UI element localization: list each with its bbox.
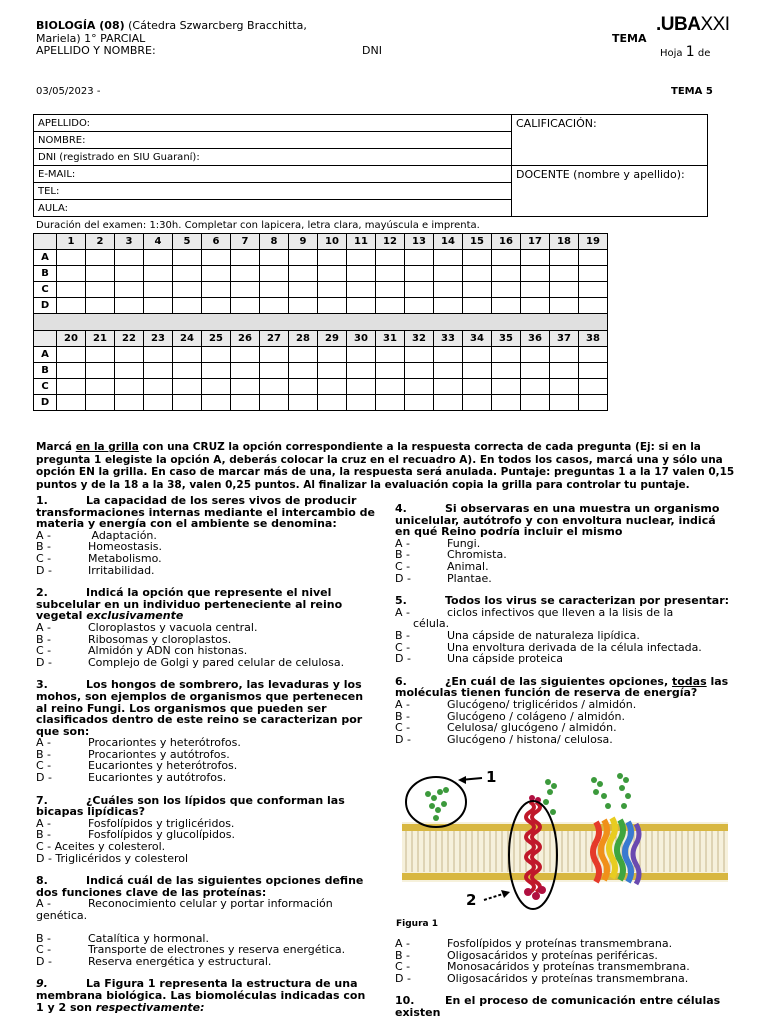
grid-answer-cell[interactable] (579, 298, 608, 314)
oligosaccharide-1 (425, 787, 449, 821)
grid-question-number: 21 (86, 331, 115, 347)
grid-answer-cell[interactable] (260, 282, 289, 298)
grid-answer-cell[interactable] (521, 347, 550, 363)
grid-answer-cell[interactable] (434, 250, 463, 266)
grid-answer-cell[interactable] (405, 266, 434, 282)
q2-option-b: B - Ribosomas y cloroplastos. (36, 632, 232, 646)
grid-answer-cell[interactable] (550, 395, 579, 411)
grid-answer-cell[interactable] (318, 250, 347, 266)
grid-answer-cell[interactable] (57, 395, 86, 411)
grid-answer-cell[interactable] (260, 347, 289, 363)
grid-answer-cell[interactable] (347, 395, 376, 411)
tema-label: TEMA (612, 32, 647, 45)
grid-question-number: 7 (231, 234, 260, 250)
phospholipid-heads-top (402, 824, 728, 831)
grid-answer-cell[interactable] (86, 395, 115, 411)
grid-question-number: 20 (57, 331, 86, 347)
grid-answer-cell[interactable] (579, 347, 608, 363)
grid-question-number: 1 (57, 234, 86, 250)
multicolor-transmembrane-protein (593, 818, 639, 884)
grid-answer-cell[interactable] (115, 347, 144, 363)
grid-answer-cell[interactable] (318, 347, 347, 363)
grid-answer-row (34, 250, 608, 266)
dni-label: DNI (362, 44, 382, 57)
q6-option-a: A - Glucógeno/ triglicéridos / almidón. (395, 697, 637, 711)
grid-question-number: 28 (289, 331, 318, 347)
grid-answer-cell[interactable] (376, 347, 405, 363)
student-info-table (33, 114, 708, 217)
grid-question-number: 6 (202, 234, 231, 250)
q1-option-c: C - Metabolismo. (36, 551, 162, 565)
grid-answer-cell[interactable] (492, 282, 521, 298)
grid-answer-cell[interactable] (231, 266, 260, 282)
grid-question-number: 8 (260, 234, 289, 250)
q4-option-d: D - Plantae. (395, 571, 492, 585)
grid-question-number: 30 (347, 331, 376, 347)
q3-option-c: C - Eucariontes y heterótrofos. (36, 759, 238, 773)
grid-answer-row (34, 347, 608, 363)
question-8: 8. Indicá cuál de las siguientes opciones define dos funciones clave de las proteínas: A - Reconocimiento celular y portar información genética. B - Catalítica y hormonal. C - Transporte de electrones y reserva energética. D - Reserva energética y estructural. (36, 875, 376, 967)
field-docente[interactable]: DOCENTE (nombre y apellido): (512, 166, 708, 217)
grid-answer-cell[interactable] (521, 266, 550, 282)
grid-answer-cell[interactable] (57, 363, 86, 379)
grid-question-number: 2 (86, 234, 115, 250)
q8-option-c: C - Transporte de electrones y reserva energética. (36, 943, 346, 957)
q1-option-b: B - Homeostasis. (36, 540, 163, 554)
q9-option-d: D - Oligosacáridos y proteínas transmembrana. (395, 971, 689, 985)
grid-answer-cell[interactable] (202, 266, 231, 282)
q5-option-a-cont: célula. (413, 617, 450, 631)
q7-option-a: A - Fosfolípidos y triglicéridos. (36, 816, 235, 830)
grid-question-number: 11 (347, 234, 376, 250)
grid-question-number: 26 (231, 331, 260, 347)
oligosaccharide-right (591, 773, 631, 809)
q9-option-c: C - Monosacáridos y proteínas transmembrana. (395, 960, 690, 974)
grid-answer-cell[interactable] (260, 395, 289, 411)
q8-option-a: A - Reconocimiento celular y portar información (36, 897, 333, 911)
grid-answer-cell[interactable] (550, 298, 579, 314)
grid-answer-cell[interactable] (289, 347, 318, 363)
grid-answer-cell[interactable] (463, 282, 492, 298)
grid-answer-cell[interactable] (492, 363, 521, 379)
tema-number: TEMA 5 (671, 86, 713, 97)
grid-question-number: 36 (521, 331, 550, 347)
grid-answer-row (34, 379, 608, 395)
grid-answer-cell[interactable] (260, 363, 289, 379)
q8-option-a-cont: genética. (36, 909, 88, 922)
grid-question-number: 24 (173, 331, 202, 347)
grid-answer-cell[interactable] (376, 282, 405, 298)
grid-row-label: B (34, 363, 57, 379)
grid-answer-cell[interactable] (144, 298, 173, 314)
q2-option-d: D - Complejo de Golgi y pared celular de celulosa. (36, 655, 345, 669)
grid-answer-cell[interactable] (492, 379, 521, 395)
q7-option-d: D - Triglicéridos y colesterol (36, 851, 189, 865)
grid-answer-cell[interactable] (144, 363, 173, 379)
grid-answer-cell[interactable] (144, 266, 173, 282)
grid-answer-cell[interactable] (492, 347, 521, 363)
q2-option-a: A - Cloroplastos y vacuola central. (36, 620, 258, 634)
questions-left-column (36, 495, 376, 1013)
grid-answer-cell[interactable] (463, 266, 492, 282)
grid-answer-cell[interactable] (115, 282, 144, 298)
grid-answer-cell[interactable] (260, 379, 289, 395)
grid-answer-cell[interactable] (144, 395, 173, 411)
grid-answer-cell[interactable] (115, 379, 144, 395)
q4-option-b: B - Chromista. (395, 548, 507, 562)
membrane-figure (398, 762, 730, 912)
grid-answer-cell[interactable] (289, 266, 318, 282)
grid-answer-cell[interactable] (260, 266, 289, 282)
grid-answer-cell[interactable] (86, 266, 115, 282)
question-9-options (395, 938, 731, 1019)
field-aula[interactable]: AULA: (34, 200, 512, 217)
question-7: 7. ¿Cuáles son los lípidos que conforman las bicapas lipídicas? A - Fosfolípidos y triglicéridos. B - Fosfolípidos y glucolípidos. C - Aceites y colesterol. D - Triglicéridos y colesterol (36, 795, 376, 865)
grid-answer-cell[interactable] (202, 250, 231, 266)
grid-question-number: 29 (318, 331, 347, 347)
grid-answer-cell[interactable] (173, 395, 202, 411)
q8-option-d: D - Reserva energética y estructural. (36, 954, 272, 968)
grid-answer-cell[interactable] (173, 282, 202, 298)
grid-answer-cell[interactable] (115, 363, 144, 379)
grid-answer-cell[interactable] (405, 282, 434, 298)
grid-answer-cell[interactable] (347, 298, 376, 314)
grid-answer-cell[interactable] (347, 282, 376, 298)
grid-answer-cell[interactable] (173, 266, 202, 282)
grid-question-number: 18 (550, 234, 579, 250)
grid-answer-cell[interactable] (521, 282, 550, 298)
uba-logo: .UBAXXI (656, 14, 730, 35)
grid-question-number: 32 (405, 331, 434, 347)
grid-row-label: D (34, 395, 57, 411)
grid-answer-cell[interactable] (86, 298, 115, 314)
grid-question-number: 15 (463, 234, 492, 250)
grid-answer-row (34, 363, 608, 379)
q1-option-d: D - Irritabilidad. (36, 563, 155, 577)
grid-answer-cell[interactable] (434, 363, 463, 379)
grid-answer-cell[interactable] (318, 395, 347, 411)
grid-question-number: 22 (115, 331, 144, 347)
grid-answer-cell[interactable] (492, 298, 521, 314)
grid-answer-cell[interactable] (289, 282, 318, 298)
grid-question-number: 37 (550, 331, 579, 347)
q1-option-a: A - Adaptación. (36, 528, 157, 542)
grid-answer-cell[interactable] (376, 395, 405, 411)
grid-answer-cell[interactable] (463, 298, 492, 314)
grid-corner (34, 331, 57, 347)
grid-answer-cell[interactable] (521, 250, 550, 266)
grid-answer-cell[interactable] (579, 379, 608, 395)
grid-row-label: A (34, 250, 57, 266)
grid-answer-cell[interactable] (521, 379, 550, 395)
grid-answer-cell[interactable] (86, 250, 115, 266)
grid-answer-cell[interactable] (376, 379, 405, 395)
grid-question-number: 34 (463, 331, 492, 347)
grid-answer-cell[interactable] (173, 298, 202, 314)
grid-answer-cell[interactable] (115, 395, 144, 411)
grid-answer-cell[interactable] (231, 347, 260, 363)
q5-option-b: B - Una cápside de naturaleza lipídica. (395, 628, 640, 642)
grid-answer-cell[interactable] (57, 298, 86, 314)
grid-answer-cell[interactable] (521, 363, 550, 379)
exam-date: 03/05/2023 - (36, 86, 101, 97)
grid-question-number: 14 (434, 234, 463, 250)
grid-answer-cell[interactable] (144, 379, 173, 395)
grid-row-label: C (34, 379, 57, 395)
grid-answer-cell[interactable] (318, 282, 347, 298)
grid-answer-cell[interactable] (289, 395, 318, 411)
grid-question-number: 25 (202, 331, 231, 347)
grid-question-number: 3 (115, 234, 144, 250)
grid-answer-cell[interactable] (202, 347, 231, 363)
grid-answer-cell[interactable] (231, 298, 260, 314)
grid-question-number: 13 (405, 234, 434, 250)
grid-answer-cell[interactable] (260, 298, 289, 314)
grid-question-number: 38 (579, 331, 608, 347)
grid-answer-cell[interactable] (231, 250, 260, 266)
q6-option-b: B - Glucógeno / colágeno / almidón. (395, 709, 625, 723)
field-email[interactable]: E-MAIL: (34, 166, 512, 183)
field-apellido[interactable]: APELLIDO: (34, 115, 512, 132)
course-subtitle: Mariela) 1° PARCIAL (36, 32, 146, 45)
q3-option-a: A - Procariontes y heterótrofos. (36, 736, 241, 750)
question-1: 1. La capacidad de los seres vivos de producir transformaciones internas mediante el intercambio de materia y energía con el ambiente se denomina: A - Adaptación. B - Homeostasis. C - Metabolismo. D - Irritabilidad. (36, 494, 375, 577)
grid-question-number: 17 (521, 234, 550, 250)
grid-answer-cell[interactable] (115, 298, 144, 314)
grid-question-number: 4 (144, 234, 173, 250)
grid-answer-cell[interactable] (289, 363, 318, 379)
field-tel[interactable]: TEL: (34, 183, 512, 200)
grid-answer-cell[interactable] (144, 347, 173, 363)
grid-answer-cell[interactable] (463, 395, 492, 411)
grid-answer-cell[interactable] (434, 395, 463, 411)
grid-answer-cell[interactable] (347, 363, 376, 379)
q5-option-c: C - Una envoltura derivada de la célula infectada. (395, 640, 702, 654)
grid-answer-cell[interactable] (463, 250, 492, 266)
grid-answer-cell[interactable] (550, 347, 579, 363)
grid-answer-cell[interactable] (115, 266, 144, 282)
q9-option-a: A - Fosfolípidos y proteínas transmembrana. (395, 937, 673, 950)
course-title: BIOLOGÍA (08) (Cátedra Szwarcberg Bracchitta, (36, 19, 307, 32)
grid-answer-cell[interactable] (289, 298, 318, 314)
q6-option-d: D - Glucógeno / histona/ celulosa. (395, 732, 613, 746)
grid-answer-cell[interactable] (405, 363, 434, 379)
grid-question-number: 19 (579, 234, 608, 250)
grid-answer-cell[interactable] (86, 363, 115, 379)
grid-answer-cell[interactable] (318, 266, 347, 282)
grid-answer-cell[interactable] (405, 298, 434, 314)
grid-answer-cell[interactable] (376, 250, 405, 266)
grid-answer-cell[interactable] (579, 250, 608, 266)
questions-right-column (395, 503, 731, 745)
grid-answer-cell[interactable] (57, 347, 86, 363)
grid-answer-cell[interactable] (173, 250, 202, 266)
grid-question-number: 23 (144, 331, 173, 347)
q6-option-c: C - Celulosa/ glucógeno / almidón. (395, 721, 617, 735)
question-2: 2. Indicá la opción que represente el nivel subcelular en un individuo perteneciente al reino vegetal exclusivamente A - Cloroplastos y vacuola central. B - Ribosomas y cloroplastos. C - Almidón y ADN con histonas. D - Complejo de Golgi y pared celular de celulosa. (36, 587, 376, 668)
grid-answer-cell[interactable] (86, 347, 115, 363)
name-label: APELLIDO Y NOMBRE: (36, 44, 156, 57)
figure-label-1: 1 (486, 768, 497, 786)
arrow-2-head (501, 890, 510, 898)
grid-answer-row (34, 266, 608, 282)
question-5: 5. Todos los virus se caracterizan por presentar: A - ciclos infectivos que lleven a la lisis de la célula. B - Una cápside de naturaleza lipídica. C - Una envoltura derivada de la célula infectada. D - Una cápside proteica (395, 594, 730, 666)
grid-answer-cell[interactable] (521, 298, 550, 314)
grid-answer-cell[interactable] (550, 379, 579, 395)
grid-answer-cell[interactable] (289, 250, 318, 266)
grid-answer-cell[interactable] (86, 282, 115, 298)
question-3: 3. Los hongos de sombrero, las levaduras y los mohos, son ejemplos de organismos que pertenecen al reino Fungi. Los organismos que pueden ser clasificados dentro de este reino se caracterizan por que son: A - Procariontes y heterótrofos. B - Procariontes y autótrofos. C - Eucariontes y heterótrofos. D - Eucariontes y autótrofos. (36, 679, 376, 783)
grid-answer-cell[interactable] (289, 379, 318, 395)
grid-answer-cell[interactable] (376, 363, 405, 379)
grid-answer-cell[interactable] (550, 282, 579, 298)
grid-answer-cell[interactable] (202, 379, 231, 395)
grid-answer-cell[interactable] (405, 395, 434, 411)
grid-answer-cell[interactable] (57, 282, 86, 298)
grid-answer-cell[interactable] (202, 282, 231, 298)
grid-answer-cell[interactable] (434, 266, 463, 282)
grid-answer-cell[interactable] (434, 298, 463, 314)
grid-answer-row (34, 298, 608, 314)
q9-option-b: B - Oligosacáridos y proteínas periféricas. (395, 948, 658, 962)
grid-answer-cell[interactable] (347, 347, 376, 363)
grid-question-number: 16 (492, 234, 521, 250)
grid-answer-cell[interactable] (550, 250, 579, 266)
grid-answer-cell[interactable] (202, 363, 231, 379)
grid-question-number: 12 (376, 234, 405, 250)
grid-answer-cell[interactable] (492, 395, 521, 411)
question-4: 4. Si observaras en una muestra un organismo unicelular, autótrofo y con envoltura nuclear, indicá en qué Reino podría incluir el mismo A - Fungi. B - Chromista. C - Animal. D - Plantae. (395, 503, 731, 584)
grid-answer-row (34, 395, 608, 411)
grid-answer-cell[interactable] (492, 250, 521, 266)
grid-answer-cell[interactable] (347, 250, 376, 266)
grid-question-number: 33 (434, 331, 463, 347)
grid-answer-cell[interactable] (579, 282, 608, 298)
duration-note: Duración del examen: 1:30h. Completar con lapicera, letra clara, mayúscula e imprenta. (36, 220, 480, 231)
grid-answer-cell[interactable] (231, 379, 260, 395)
q5-option-d: D - Una cápside proteica (395, 652, 563, 666)
grid-answer-cell[interactable] (231, 363, 260, 379)
field-nombre[interactable]: NOMBRE: (34, 132, 512, 149)
grid-answer-cell[interactable] (260, 250, 289, 266)
grid-answer-cell[interactable] (231, 282, 260, 298)
grid-answer-cell[interactable] (434, 282, 463, 298)
grid-answer-cell[interactable] (434, 347, 463, 363)
grid-answer-cell[interactable] (463, 347, 492, 363)
grid-answer-row (34, 282, 608, 298)
grid-answer-cell[interactable] (318, 298, 347, 314)
grid-answer-cell[interactable] (144, 250, 173, 266)
question-9: 9. La Figura 1 representa la estructura de una membrana biológica. Las biomoléculas indicadas con 1 y 2 son respectivamente: (36, 977, 366, 1014)
field-calificacion[interactable]: CALIFICACIÓN: (512, 115, 708, 166)
grid-answer-cell[interactable] (405, 347, 434, 363)
q4-option-c: C - Animal. (395, 559, 489, 573)
grid-answer-cell[interactable] (318, 363, 347, 379)
answer-grid (33, 233, 608, 411)
grid-answer-cell[interactable] (173, 379, 202, 395)
grid-row-label: C (34, 282, 57, 298)
grid-answer-cell[interactable] (405, 379, 434, 395)
grid-question-number: 5 (173, 234, 202, 250)
grid-question-number: 31 (376, 331, 405, 347)
grid-answer-cell[interactable] (231, 395, 260, 411)
q3-option-b: B - Procariontes y autótrofos. (36, 747, 230, 761)
instructions: Marcá en la grilla con una CRUZ la opción correspondiente a la respuesta correcta de cada pregunta (Ej: si en la pregunta 1 elegiste la opción A, deberás colocar la cruz en el recuadro A). En todos los casos, marcá una y sólo una opción EN la grilla. En caso de marcar más de una, la respuesta será anulada. Puntaje: preguntas 1 a la 17 valen 0,15 puntos y de la 18 a la 38, valen 0,25 puntos. Al finalizar la evaluación copia la grilla para controlar tu puntaje. (36, 441, 735, 491)
grid-answer-cell[interactable] (347, 266, 376, 282)
grid-separator (34, 314, 608, 331)
grid-answer-cell[interactable] (347, 379, 376, 395)
grid-corner (34, 234, 57, 250)
field-dni[interactable]: DNI (registrado en SIU Guaraní): (34, 149, 512, 166)
grid-answer-cell[interactable] (57, 250, 86, 266)
arrow-1-head (458, 776, 466, 784)
figure-caption: Figura 1 (396, 919, 438, 929)
grid-question-number: 27 (260, 331, 289, 347)
grid-answer-cell[interactable] (202, 395, 231, 411)
question-6: 6. ¿En cuál de las siguientes opciones, todas las moléculas tienen función de reserva de energía? A - Glucógeno/ triglicéridos / almidón. B - Glucógeno / colágeno / almidón. C - Celulosa/ glucógeno / almidón. D - Glucógeno / histona/ celulosa. (395, 676, 731, 746)
q5-option-a: A - ciclos infectivos que lleven a la lisis de la (395, 605, 674, 619)
q2-option-c: C - Almidón y ADN con histonas. (36, 644, 248, 658)
grid-answer-cell[interactable] (579, 266, 608, 282)
page-counter: Hoja 1 de (660, 44, 711, 60)
figure-label-2: 2 (466, 891, 477, 909)
grid-answer-cell[interactable] (57, 266, 86, 282)
grid-question-number: 9 (289, 234, 318, 250)
grid-answer-cell[interactable] (376, 298, 405, 314)
grid-header-row (34, 331, 608, 347)
grid-answer-cell[interactable] (550, 266, 579, 282)
grid-answer-cell[interactable] (173, 347, 202, 363)
grid-row-label: B (34, 266, 57, 282)
grid-answer-cell[interactable] (463, 379, 492, 395)
grid-separator-cell (34, 314, 608, 331)
grid-answer-cell[interactable] (376, 266, 405, 282)
grid-answer-cell[interactable] (115, 250, 144, 266)
grid-question-number: 35 (492, 331, 521, 347)
phospholipid-heads-bottom (402, 873, 728, 880)
grid-answer-cell[interactable] (173, 363, 202, 379)
grid-answer-cell[interactable] (492, 266, 521, 282)
grid-answer-cell[interactable] (434, 379, 463, 395)
grid-answer-cell[interactable] (521, 395, 550, 411)
grid-answer-cell[interactable] (202, 298, 231, 314)
grid-answer-cell[interactable] (579, 395, 608, 411)
grid-header-row (34, 234, 608, 250)
grid-answer-cell[interactable] (57, 379, 86, 395)
question-10: 10. En el proceso de comunicación entre células existen (395, 994, 721, 1019)
grid-answer-cell[interactable] (405, 250, 434, 266)
q7-option-b: B - Fosfolípidos y glucolípidos. (36, 828, 235, 842)
grid-answer-cell[interactable] (86, 379, 115, 395)
grid-row-label: A (34, 347, 57, 363)
grid-row-label: D (34, 298, 57, 314)
q7-option-c: C - Aceites y colesterol. (36, 840, 166, 854)
grid-answer-cell[interactable] (144, 282, 173, 298)
grid-answer-cell[interactable] (550, 363, 579, 379)
q4-option-a: A - Fungi. (395, 536, 481, 550)
grid-answer-cell[interactable] (579, 363, 608, 379)
grid-question-number: 10 (318, 234, 347, 250)
q8-option-b: B - Catalítica y hormonal. (36, 931, 209, 945)
grid-answer-cell[interactable] (463, 363, 492, 379)
q3-option-d: D - Eucariontes y autótrofos. (36, 771, 227, 785)
grid-answer-cell[interactable] (318, 379, 347, 395)
